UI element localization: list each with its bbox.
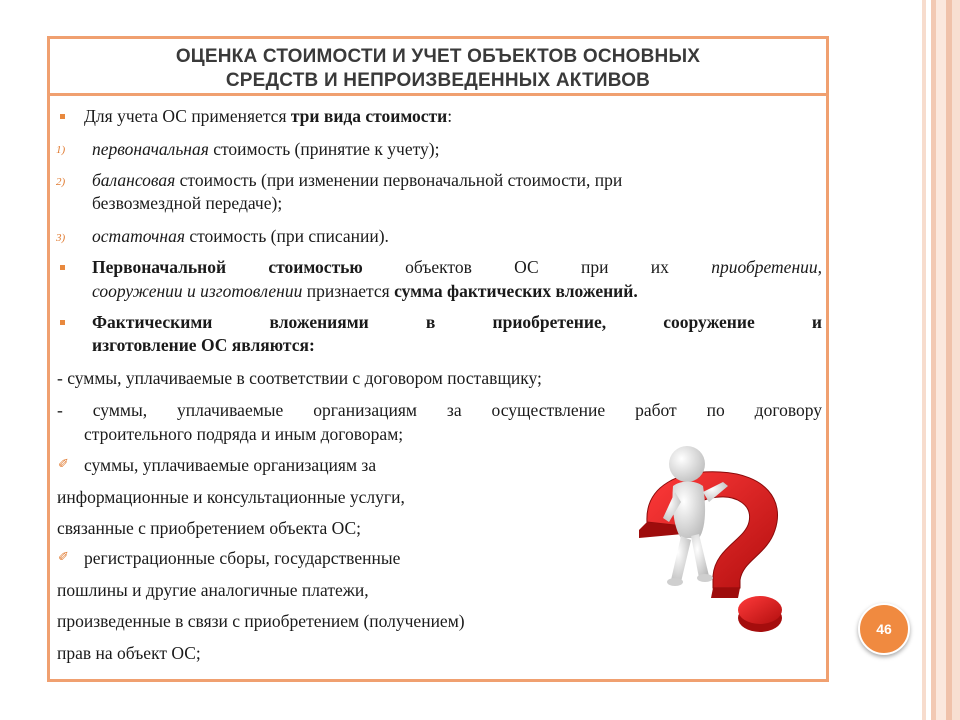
- list-item-continuation: безвозмездной передаче);: [92, 193, 283, 213]
- check-note-icon: ✐: [58, 456, 69, 471]
- title-line-1: ОЦЕНКА СТОИМОСТИ И УЧЕТ ОБЪЕКТОВ ОСНОВНЫХ: [175, 46, 701, 67]
- square-bullet-icon: [60, 320, 65, 325]
- para2-line2: изготовление ОС являются:: [92, 335, 315, 355]
- para1-line2: сооружении и изготовлении признается сумма фактических вложений.: [92, 281, 638, 301]
- text-line: строительного подряда и иным договорам;: [84, 424, 404, 444]
- text-line: информационные и консультационные услуги,: [57, 487, 405, 507]
- text-line: - суммы, уплачиваемые в соответствии с договором поставщику;: [57, 368, 542, 388]
- text-line: пошлины и другие аналогичные платежи,: [57, 580, 369, 600]
- question-mark-figure-illustration: [625, 430, 815, 650]
- square-bullet-icon: [60, 114, 65, 119]
- title-line-2: СРЕДСТВ И НЕПРОИЗВЕДЕННЫХ АКТИВОВ: [225, 70, 651, 91]
- list-item: балансовая стоимость (при изменении первоначальной стоимости, при: [92, 170, 623, 190]
- text-line: суммы, уплачиваемые организациям за: [84, 455, 377, 475]
- text-line: связанные с приобретением объекта ОС;: [57, 518, 362, 538]
- slide-title-box: [47, 36, 829, 96]
- decorative-side-stripes: [918, 0, 960, 720]
- text-line: произведенные в связи с приобретением (получением): [57, 611, 465, 631]
- page-number-badge: 46: [858, 603, 910, 655]
- square-bullet-icon: [60, 265, 65, 270]
- text-line: - суммы, уплачиваемые организациям за осуществление работ по договору: [57, 400, 822, 420]
- list-number: 1): [56, 144, 66, 156]
- list-item: остаточная стоимость (при списании).: [92, 226, 389, 246]
- list-number: 3): [56, 232, 66, 244]
- text-line: регистрационные сборы, государственные: [84, 548, 401, 568]
- para1-line1: Первоначальной стоимостью объектов ОС при их приобретении,: [92, 257, 823, 277]
- list-number: 2): [56, 176, 66, 188]
- intro-text: Для учета ОС применяется три вида стоимости:: [84, 106, 453, 126]
- check-note-icon: ✐: [58, 549, 69, 564]
- text-line: прав на объект ОС;: [57, 643, 201, 663]
- para2-line1: Фактическими вложениями в приобретение, сооружение и: [92, 312, 822, 332]
- list-item: первоначальная стоимость (принятие к учету);: [92, 139, 440, 159]
